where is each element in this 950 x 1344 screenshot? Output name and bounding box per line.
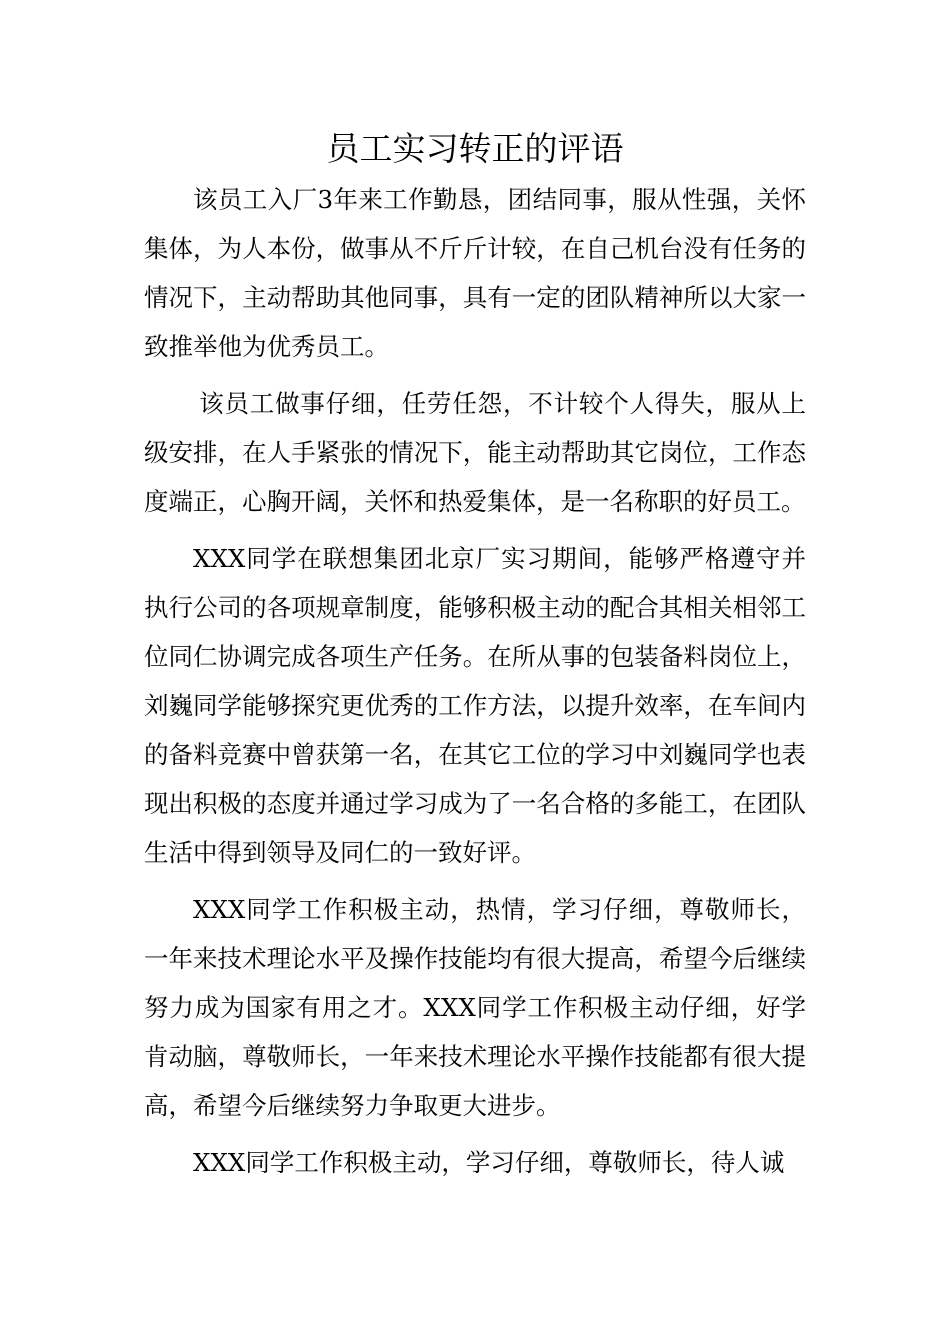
paragraph-4: XXX同学工作积极主动，热情，学习仔细，尊敬师长，一年来技术理论水平及操作技能均有很大提高，希望今后继续努力成为国家有用之才。XXX同学工作积极主动仔细，好学肯动脑，尊敬师长，一年来技术理论水平操作技能都有很大提高，希望今后继续努力争取更大进步。 — [144, 895, 806, 1120]
paragraph-3: XXX同学在联想集团北京厂实习期间，能够严格遵守并执行公司的各项规章制度，能够积极主动的配合其相关相邻工位同仁协调完成各项生产任务。在所从事的包装备料岗位上，刘巍同学能够探究更优秀的工作方法，以提升效率，在车间内的备料竞赛中曾获第一名，在其它工位的学习中刘巍同学也表现出积极的态度并通过学习成为了一名合格的多能工，在团队生活中得到领导及同仁的一致好评。 — [144, 544, 806, 867]
paragraph-2: 该员工做事仔细，任劳任怨，不计较个人得失，服从上级安排，在人手紧张的情况下，能主动帮助其它岗位，工作态度端正，心胸开阔，关怀和热爱集体，是一名称职的好员工。 — [144, 389, 806, 516]
paragraph-5: XXX同学工作积极主动，学习仔细，尊敬师长，待人诚 — [193, 1148, 785, 1177]
document-body — [144, 175, 806, 1195]
document-title: 员工实习转正的评语 — [326, 129, 624, 168]
paragraph-1: 该员工入厂3年来工作勤恳，团结同事，服从性强，关怀集体，为人本份，做事从不斤斤计较，在自己机台没有任务的情况下，主动帮助其他同事，具有一定的团队精神所以大家一致推举他为优秀员工。 — [144, 185, 806, 361]
